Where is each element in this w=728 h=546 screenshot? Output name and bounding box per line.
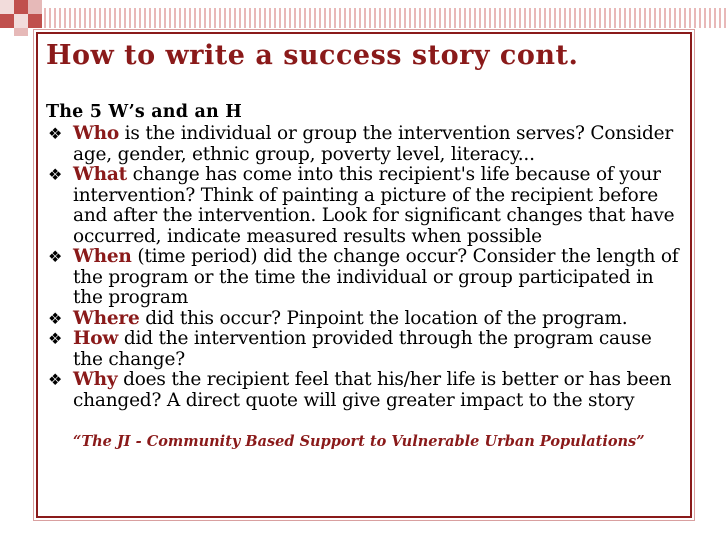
- bullet-text: is the individual or group the intervention serves? Consider age, gender, ethnic group, poverty level, literacy...: [73, 123, 674, 165]
- bullet-keyword: Where: [73, 307, 140, 329]
- list-item: [46, 329, 686, 370]
- program-quote: “The JI - Community Based Support to Vulnerable Urban Populations”: [73, 433, 645, 450]
- bullet-text: change has come into this recipient's life because of your intervention? Think of painting a picture of the recipient before and after the intervention. Look for significant changes that have occurred, indicate measured results when possible: [73, 164, 675, 247]
- diamond-bullet-icon: ❖: [48, 247, 63, 266]
- decorative-stripe-band: [44, 8, 728, 28]
- bullet-list: [46, 124, 686, 411]
- diamond-bullet-icon: ❖: [48, 124, 63, 143]
- bullet-text: does the recipient feel that his/her life is better or has been changed? A direct quote will give greater impact to the story: [73, 369, 672, 411]
- bullet-keyword: How: [73, 328, 119, 349]
- bullet-keyword: Why: [73, 369, 118, 390]
- deco-square: [14, 14, 28, 28]
- slide-title: How to write a success story cont.: [46, 40, 579, 71]
- subheading: The 5 W’s and an H: [46, 102, 242, 122]
- bullet-text: (time period) did the change occur? Consider the length of the program or the time the individual or group participated in the program: [73, 246, 679, 308]
- bullet-keyword: What: [73, 164, 127, 185]
- diamond-bullet-icon: ❖: [48, 370, 63, 389]
- slide-content: [46, 102, 686, 450]
- diamond-bullet-icon: ❖: [48, 165, 63, 184]
- bullet-text: did this occur? Pinpoint the location of the program.: [139, 307, 628, 329]
- diamond-bullet-icon: ❖: [48, 329, 63, 348]
- diamond-bullet-icon: ❖: [48, 308, 63, 328]
- bullet-text: did the intervention provided through the program cause the change?: [73, 328, 652, 370]
- list-item: [46, 165, 686, 247]
- bullet-keyword: Who: [73, 123, 119, 144]
- list-item: [46, 370, 686, 411]
- bullet-keyword: When: [73, 246, 132, 267]
- list-item: [46, 247, 686, 309]
- deco-square: [14, 28, 28, 36]
- deco-square: [0, 14, 14, 28]
- deco-square: [28, 0, 42, 14]
- deco-square: [28, 14, 42, 28]
- deco-square: [0, 0, 14, 14]
- deco-square: [14, 0, 28, 14]
- list-item: [46, 309, 686, 330]
- list-item: [46, 124, 686, 165]
